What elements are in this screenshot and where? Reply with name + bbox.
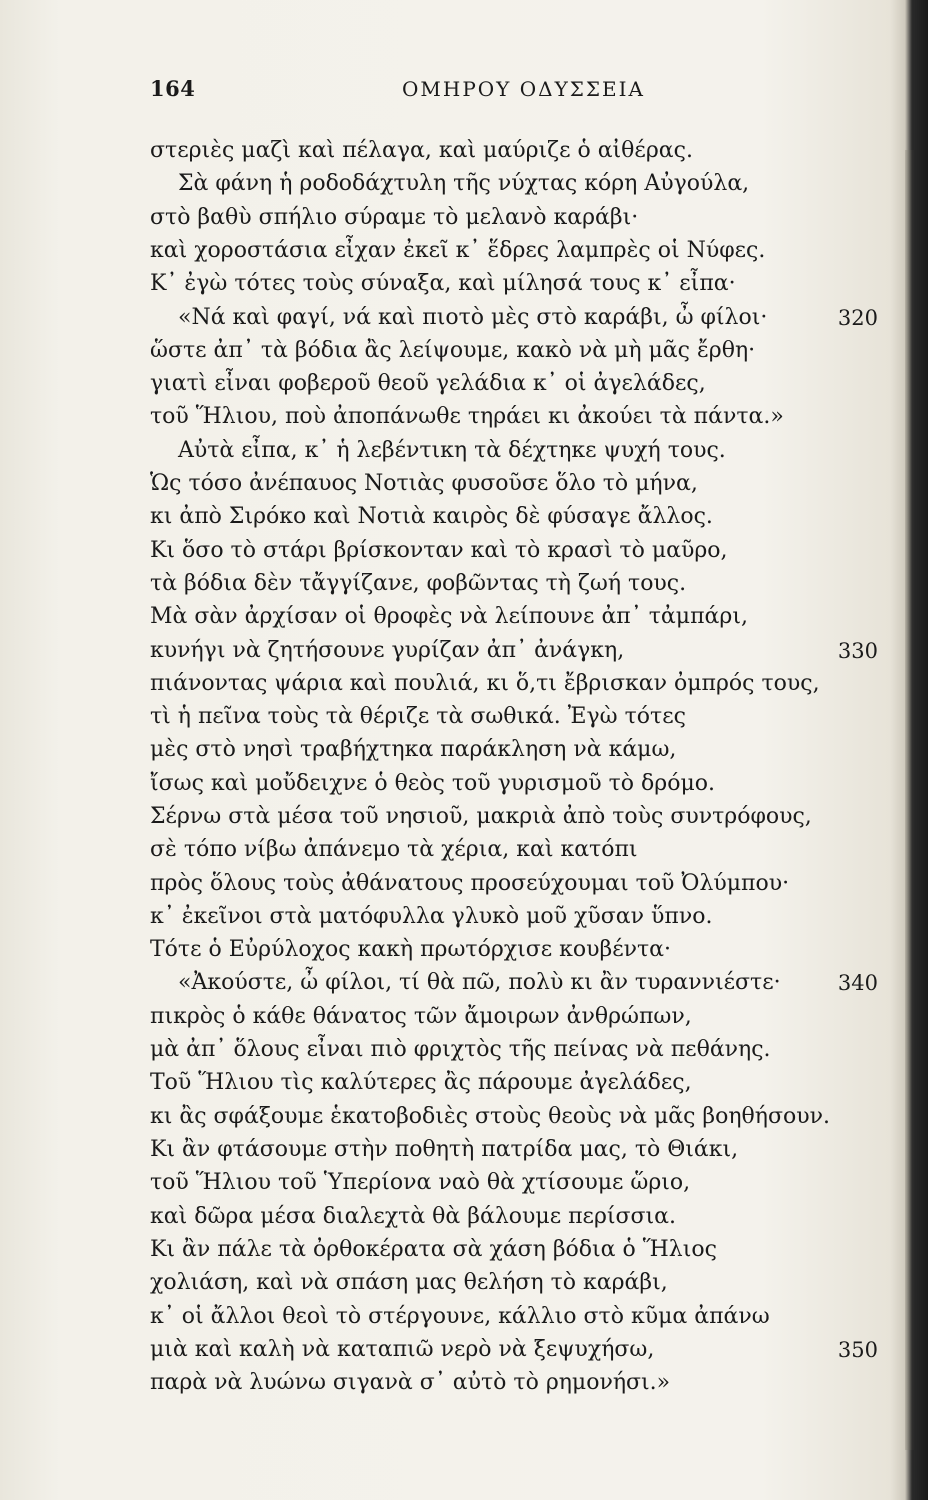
verse-line: κι ἀπὸ Σιρόκο καὶ Νοτιὰ καιρὸς δὲ φύσαγε ἄλλος. xyxy=(150,504,713,529)
verse-line: πρὸς ὅλους τοὺς ἀθάνατους προσεύχουμαι τοῦ Ὀλύμπου· xyxy=(150,871,790,896)
verse-line: Σὰ φάνη ἡ ροδοδάχτυλη τῆς νύχτας κόρη Αὐγούλα, xyxy=(178,171,750,196)
verse-line: Κι ὅσο τὸ στάρι βρίσκονταν καὶ τὸ κρασὶ τὸ μαῦρο, xyxy=(150,538,728,563)
verse-line: «Ἀκούστε, ὦ φίλοι, τί θὰ πῶ, πολὺ κι ἂν τυραννιέστε· xyxy=(178,970,781,995)
line-number: 350 xyxy=(837,1338,878,1362)
verse-line: τὶ ἡ πεῖνα τοὺς τὰ θέριζε τὰ σωθικά. Ἐγὼ τότες xyxy=(150,704,686,729)
page-number: 164 xyxy=(150,76,196,101)
verse-line: Σέρνω στὰ μέσα τοῦ νησιοῦ, μακριὰ ἀπὸ τοὺς συντρόφους, xyxy=(150,804,812,829)
verse-line: πιάνοντας ψάρια καὶ πουλιά, κι ὅ,τι ἔβρισκαν ὀμπρός τους, xyxy=(150,671,820,696)
verse-line: στὸ βαθὺ σπήλιο σύραμε τὸ μελανὸ καράβι· xyxy=(150,205,639,230)
verse-line: γιατὶ εἶναι φοβεροῦ θεοῦ γελάδια κ᾿ οἱ ἀγελάδες, xyxy=(150,371,706,396)
verse-line: τὰ βόδια δὲν τἄγγίζανε, φοβῶντας τὴ ζωή τους. xyxy=(150,571,687,596)
verse-line: κ᾿ ἐκεῖνοι στὰ ματόφυλλα γλυκὸ μοῦ χῦσαν ὕπνο. xyxy=(150,904,713,929)
verse-line: τοῦ Ἥλιου, ποὺ ἀποπάνωθε τηράει κι ἀκούει τὰ πάντα.» xyxy=(150,404,784,429)
verse-line: Τοῦ Ἥλιου τὶς καλύτερες ἂς πάρουμε ἀγελάδες, xyxy=(150,1070,692,1095)
verse-line: Ὡς τόσο ἀνέπαυος Νοτιὰς φυσοῦσε ὅλο τὸ μήνα, xyxy=(150,471,698,496)
verse-line: παρὰ νὰ λυώνω σιγανὰ σ᾿ αὐτὸ τὸ ρημονήσι.» xyxy=(150,1370,671,1395)
verse-line: καὶ δῶρα μέσα διαλεχτὰ θὰ βάλουμε περίσσια. xyxy=(150,1204,677,1229)
verse-line: κ᾿ οἱ ἄλλοι θεοὶ τὸ στέργουνε, κάλλιο στὸ κῦμα ἀπάνω xyxy=(150,1304,770,1329)
verse-line: σὲ τόπο νίβω ἀπάνεμο τὰ χέρια, καὶ κατόπι xyxy=(150,837,638,862)
verse-line: ὥστε ἀπ᾿ τὰ βόδια ἂς λείψουμε, κακὸ νὰ μὴ μᾶς ἔρθη· xyxy=(150,338,756,363)
verse-line: χολιάση, καὶ νὰ σπάση μας θελήση τὸ καράβι, xyxy=(150,1270,668,1295)
verse-line: κυνήγι νὰ ζητήσουνε γυρίζαν ἀπ᾿ ἀνάγκη, xyxy=(150,638,625,663)
line-number: 320 xyxy=(837,306,878,330)
verse-line: ἴσως καὶ μοὔδειχνε ὁ θεὸς τοῦ γυρισμοῦ τὸ δρόμο. xyxy=(150,771,716,796)
verse-line: μὲς στὸ νησὶ τραβήχτηκα παράκληση νὰ κάμω, xyxy=(150,737,677,762)
verse-line: Κι ἂν φτάσουμε στὴν ποθητὴ πατρίδα μας, τὸ Θιάκι, xyxy=(150,1137,739,1162)
book-title: ΟΜΗΡΟΥ ΟΔΥΣΣΕΙΑ xyxy=(402,77,645,101)
verse-line: πικρὸς ὁ κάθε θάνατος τῶν ἄμοιρων ἀνθρώπων, xyxy=(150,1004,692,1029)
verse-line: κι ἂς σφάξουμε ἑκατοβοδιὲς στοὺς θεοὺς νὰ μᾶς βοηθήσουν. xyxy=(150,1104,830,1129)
verse-line: μὰ ἀπ᾿ ὅλους εἶναι πιὸ φριχτὸς τῆς πείνας νὰ πεθάνης. xyxy=(150,1037,771,1062)
verse-line: Τότε ὁ Εὐρύλοχος κακὴ πρωτόρχισε κουβέντα· xyxy=(150,937,671,962)
verse-line: καὶ χοροστάσια εἶχαν ἐκεῖ κ᾿ ἕδρες λαμπρὲς οἱ Νύφες. xyxy=(150,238,766,263)
line-number: 340 xyxy=(837,971,878,995)
verse-line: στεριὲς μαζὶ καὶ πέλαγα, καὶ μαύριζε ὁ αἰθέρας. xyxy=(150,138,693,163)
line-number: 330 xyxy=(837,639,878,663)
verse-line: μιὰ καὶ καλὴ νὰ καταπιῶ νερὸ νὰ ξεψυχήσω, xyxy=(150,1337,655,1362)
verse-line: «Νά καὶ φαγί, νά καὶ πιοτὸ μὲς στὸ καράβι, ὦ φίλοι· xyxy=(178,305,768,330)
verse-line: Μὰ σὰν ἀρχίσαν οἱ θροφὲς νὰ λείπουνε ἀπ᾿ τἀμπάρι, xyxy=(150,604,748,629)
verse-line: Αὐτὰ εἶπα, κ᾿ ἡ λεβέντικη τὰ δέχτηκε ψυχή τους. xyxy=(178,438,726,463)
verse-line: Κι ἂν πάλε τὰ ὀρθοκέρατα σὰ χάση βόδια ὁ Ἥλιος xyxy=(150,1237,717,1262)
verse-line: Κ᾿ ἐγὼ τότες τοὺς σύναξα, καὶ μίλησά τους κ᾿ εἶπα· xyxy=(150,271,736,296)
verse-line: τοῦ Ἥλιου τοῦ Ὑπερίονα ναὸ θὰ χτίσουμε ὥριο, xyxy=(150,1170,691,1195)
